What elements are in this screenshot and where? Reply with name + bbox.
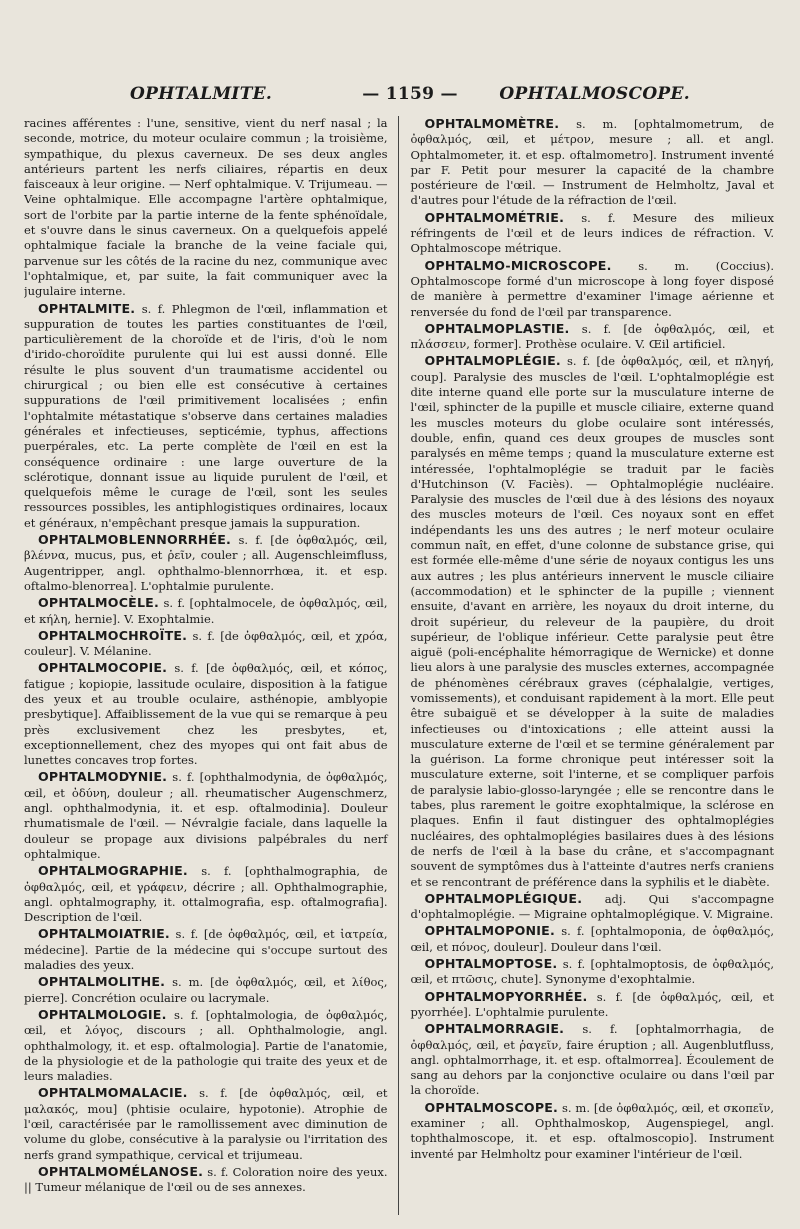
entry-definition: s. f. [de ὀφθαλμός, œil, et μαλακός, mou] (phtisie oculaire, hypotonie). Atrophie de l'œil, caractérisée par le ramollissement avec diminution de volume du globe, consécutive à la paralysie ou l'irritation des nerfs grand sympathique, cervical et trijumeau.: [24, 1086, 388, 1162]
header-left-headword: OPHTALMITE.: [130, 84, 273, 104]
dictionary-entry: [411, 353, 775, 889]
dictionary-entry: [24, 532, 388, 594]
entry-definition: s. m. (Coccius). Ophtalmoscope formé d'un microscope à long foyer disposé de manière à permettre d'examiner l'image aérienne et renversée du fond de l'œil par transparence.: [410, 258, 774, 319]
entry-headword: OPHTALMOBLENNORRHÉE.: [38, 532, 232, 548]
dictionary-entry: [24, 595, 388, 627]
entry-headword: OPHTALMOPLÉGIQUE.: [424, 890, 583, 906]
entry-definition: racines afférentes : l'une, sensitive, vient du nerf nasal ; la seconde, motrice, du moteur oculaire commun ; la troisième, sympathique, du plexus caverneux. De ses deux angles antérieurs partent les nerfs ciliaires, répartis en deux faisceaux à leur origine. — Nerf ophtalmique. V. Trijumeau. — Veine ophtalmique. Elle accompagne l'artère ophtalmique, sort de l'orbite par la partie interne de la fente sphénoïdale, et s'ouvre dans le sinus caverneux. On a quelquefois appelé ophtalmique faciale la branche de la veine faciale qui, parvenue sur les côtés de la racine du nez, communique avec l'ophtalmique, et, par suite, la fait communiquer avec la jugulaire interne.: [24, 116, 388, 299]
entry-headword: OPHTALMODYNIE.: [38, 769, 168, 785]
dictionary-entry: [24, 926, 388, 973]
dictionary-entry: [24, 1085, 388, 1162]
entry-definition: s. f. [ophtalmoptosis, de ὀφθαλμός, œil, et πτῶσις, chute]. Synonyme d'exophtalmie.: [410, 957, 774, 987]
entry-definition: s. f. [de ὀφθαλμός, œil, et χρόα, couleur]. V. Mélanine.: [24, 628, 388, 659]
entry-definition: s. f. [de ὀφθαλμός, œil, et pyorrhée]. L'ophtalmie purulente.: [410, 989, 774, 1019]
entry-headword: OPHTALMOGRAPHIE.: [38, 863, 188, 879]
entry-headword: OPHTALMO-MICROSCOPE.: [424, 257, 612, 273]
dictionary-entry: [411, 923, 775, 955]
entry-headword: OPHTALMOPLÉGIE.: [424, 353, 561, 369]
entry-definition: s. f. [ophthalmographia, de ὀφθαλμός, œil, et γράφειν, décrire ; all. Ophthalmographie, angl. ophtalmography, it. ottalmografia, esp. oftalmografia]. Description de l'œil.: [24, 864, 388, 925]
entry-headword: OPHTALMOPYORRHÉE.: [424, 988, 588, 1004]
entry-headword: OPHTALMOLITHE.: [38, 974, 166, 990]
entry-definition: s. f. [de ὀφθαλμός, œil, et κόπος, fatigue ; kopiopie, lassitude oculaire, disposition à la fatigue des yeux et au trouble oculaire, asthénopie, amblyopie presbytique]. Affaiblissement de la vue qui se remarque à peu près exclusivement chez les presbytes, et, exceptionnellement, chez des myopes qui ont fait abus de lunettes concaves trop fortes.: [24, 661, 388, 768]
entry-headword: OPHTALMOPTOSE.: [424, 956, 558, 972]
right-column: [399, 116, 775, 1215]
entry-definition: s. f. Mesure des milieux réfringents de l'œil et de leurs indices de réfraction. V. Ophtalmoscope métrique.: [410, 210, 774, 256]
entry-definition: s. f. [de ὀφθαλμός, œil, et πλάσσειν, former]. Prothèse oculaire. V. Œil artificiel.: [410, 321, 774, 352]
dictionary-entry: [24, 116, 388, 300]
entry-definition: s. f. [ophthalmodynia, de ὀφθαλμός, œil, et ὀδύνη, douleur ; all. rheumatischer Augenschmerz, angl. ophthalmodynia, it. et esp. oftalmodinia]. Douleur rhumatismale de l'œil. — Névralgie faciale, dans laquelle la douleur se propage aux divisions palpébrales du nerf ophtalmique.: [24, 770, 388, 861]
dictionary-entry: [411, 891, 775, 923]
entry-headword: OPHTALMOSCOPE.: [424, 1099, 559, 1115]
entry-definition: s. f. [ophtalmoponia, de ὀφθαλμός, œil, et πόνος, douleur]. Douleur dans l'œil.: [410, 924, 774, 954]
dictionary-entry: [24, 1007, 388, 1084]
entry-headword: OPHTALMOMALACIE.: [38, 1085, 188, 1101]
entry-definition: s. f. Phlegmon de l'œil, inflammation et suppuration de toutes les parties constituantes de l'œil, particulièrement de la choroïde et de l'iris, d'où le nom d'irido-choroïdite purulente qui lui est aussi donné. Elle résulte le plus souvent d'un traumatisme accidentel ou chirurgical ; ou bien elle est consécutive à certaines suppurations de l'œil primitivement localisées ; enfin l'ophtalmite métastatique s'observe dans certaines maladies générales et infectieuses, septicémie, typhus, affections puerpérales, etc. La perte complète de l'œil en est la conséquence ordinaire : une large ouverture de la sclérotique, donnant issue au liquide purulent de l'œil, et quelquefois même le curage de l'œil, sont les seules ressources possibles, les antiphlogistiques ordinaires, locaux et généraux, n'empêchant presque jamais la suppuration.: [24, 301, 388, 530]
entry-definition: s. f. [de ὀφθαλμός, œil, βλέννα, mucus, pus, et ῥεῖν, couler ; all. Augenschleimfluss, Augentripper, angl. ophthalmo-blennorrhœa, it. et esp. oftalmo-blenorrea]. L'ophtalmie purulente.: [24, 533, 388, 593]
dictionary-entry: [411, 1100, 775, 1162]
entry-headword: OPHTALMOMÉLANOSE.: [38, 1163, 204, 1179]
header-right-headword: OPHTALMOSCOPE.: [499, 84, 690, 104]
entry-headword: OPHTALMOPONIE.: [424, 923, 555, 939]
text-columns: [24, 116, 774, 1215]
dictionary-entry: [411, 258, 775, 320]
entry-definition: s. m. [ophtalmometrum, de ὀφθαλμός, œil, et μέτρον, mesure ; all. et angl. Ophtalmometer, it. et esp. oftalmometro]. Instrument inventé par F. Petit pour mesurer la capacité de la chambre postérieure de l'œil. — Instrument de Helmholtz, Javal et d'autres pour l'étude de la réfraction de l'œil.: [410, 117, 774, 208]
page-number: — 1159 —: [362, 84, 458, 104]
left-column: [24, 116, 398, 1215]
entry-definition: s. f. [ophtalmocele, de ὀφθαλμός, œil, et κήλη, hernie]. V. Exophtalmie.: [24, 596, 388, 626]
dictionary-entry: [24, 974, 388, 1006]
entry-headword: OPHTALMOIATRIE.: [38, 926, 170, 942]
entry-headword: OPHTALMOCOPIE.: [38, 660, 168, 676]
entry-definition: adj. Qui s'accompagne d'ophtalmoplégie. — Migraine ophtalmoplégique. V. Migraine.: [410, 891, 774, 922]
entry-headword: OPHTALMOMÉTRIE.: [424, 209, 565, 225]
dictionary-entry: [24, 1164, 388, 1196]
dictionary-entry: [411, 1021, 775, 1098]
dictionary-entry: [411, 956, 775, 988]
running-header: [130, 84, 690, 114]
dictionary-entry: [411, 210, 775, 257]
entry-headword: OPHTALMORRAGIE.: [424, 1021, 565, 1037]
entry-headword: OPHTALMITE.: [38, 300, 136, 316]
dictionary-entry: [24, 660, 388, 768]
dictionary-entry: [411, 116, 775, 209]
entry-headword: OPHTALMOMÈTRE.: [424, 116, 560, 131]
entry-definition: s. f. [de ὀφθαλμός, œil, et ἰατρεία, médecine]. Partie de la médecine qui s'occupe surtout des maladies des yeux.: [24, 927, 388, 973]
entry-definition: s. f. Coloration noire des yeux. || Tumeur mélanique de l'œil ou de ses annexes.: [24, 1164, 388, 1195]
entry-definition: s. m. [de ὀφθαλμός, œil, et λίθος, pierre]. Concrétion oculaire ou lacrymale.: [24, 975, 388, 1005]
entry-definition: s. f. [de ὀφθαλμός, œil, et πληγή, coup]. Paralysie des muscles de l'œil. L'ophtalmoplégie est dite interne quand elle porte sur la musculature interne de l'œil, sphincter de la pupille et muscle ciliaire, externe quand les muscles moteurs du globe oculaire sont intéressés, double, enfin, quand ces deux groupes de muscles sont paralysés en même temps ; quand la musculature externe est intéressée, l'ophtalmoplégie se traduit par le faciès d'Hutchinson (V. Faciès). — Ophtalmoplégie nucléaire. Paralysie des muscles de l'œil due à des lésions des noyaux des muscles moteurs de l'œil. Ces noyaux sont en effet indépendants les uns des autres ; le nerf moteur oculaire commun naît, en effet, d'une colonne de substance grise, qui est formée elle-même d'une série de noyaux contigus les uns aux autres ; les plus antérieurs innervent le muscle ciliaire (accommodation) et le sphincter de la pupille ; viennent ensuite, d'avant en arrière, les noyaux du droit interne, du droit supérieur, du releveur de la paupière, du droit supérieur, de l'oblique inférieur. Cette paralysie peut être aiguë (poli-encéphalite hémorragique de Wernicke) et donne lieu alors à une paralysie des muscles externes, accompagnée de phénomènes cérébraux graves (céphalalgie, vertiges, vomissements), et conduisant rapidement à la mort. Elle peut être subaiguë et se développer à la suite de maladies infectieuses ou d'intoxications ; elle atteint aussi la musculature externe de l'œil et se termine généralement par la guérison. La forme chronique peut intéresser soit la musculature externe, soit l'interne, et se compliquer parfois de paralysie labio-glosso-laryngée ; elle se rencontre dans le tabes, plus rarement le goitre exophtalmique, la sclérose en plaques. Enfin il faut distinguer des ophtalmoplégies nucléaires, des ophtalmoplégies basilaires dues à des lésions de nerfs de l'œil à la base du crâne, et s'accompagnant souvent de symptômes dus à l'atteinte d'autres nerfs craniens et se rencontrant de préférence dans la syphilis et le diabète.: [410, 354, 774, 889]
entry-definition: s. m. [de ὀφθαλμός, œil, et σκοπεῖν, examiner ; all. Ophthalmoskop, Augenspiegel, angl. tophthalmoscope, it. et esp. oftalmoscopio]. Instrument inventé par Helmholtz pour examiner l'intérieur de l'œil.: [410, 1100, 774, 1161]
entry-definition: s. f. [ophtalmorrhagia, de ὀφθαλμός, œil, et ῥαγεῖν, faire éruption ; all. Augenblutfluss, angl. ophtalmorrhage, it. et esp. oftalmorrea]. Écoulement de sang au dehors par la conjonctive oculaire ou dans l'œil par la choroïde.: [410, 1022, 774, 1098]
entry-headword: OPHTALMOPLASTIE.: [424, 320, 570, 336]
entry-definition: s. f. [ophtalmologia, de ὀφθαλμός, œil, et λόγος, discours ; all. Ophthalmologie, angl. ophthalmology, it. et esp. oftalmologia]. Partie de l'anatomie, de la physiologie et de la pathologie qui traite des yeux et de leurs maladies.: [24, 1007, 388, 1084]
dictionary-entry: [24, 769, 388, 862]
dictionary-entry: [411, 989, 775, 1021]
dictionary-entry: [24, 301, 388, 531]
entry-headword: OPHTALMOCHROÏTE.: [38, 627, 188, 643]
dictionary-entry: [24, 628, 388, 660]
dictionary-entry: [411, 321, 775, 353]
entry-headword: OPHTALMOCÈLE.: [38, 595, 159, 611]
entry-headword: OPHTALMOLOGIE.: [38, 1006, 167, 1022]
dictionary-entry: [24, 863, 388, 925]
